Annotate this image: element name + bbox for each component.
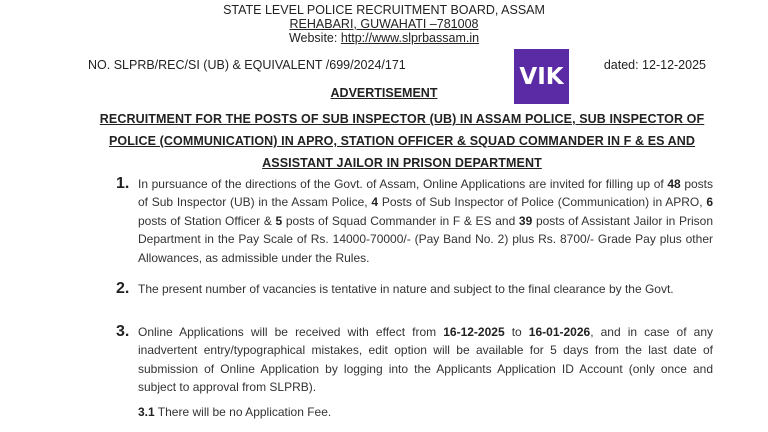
website-label: Website: — [288, 31, 341, 45]
count-squad-commander: 5 — [275, 213, 283, 228]
board-address: REHABARI, GUWAHATI –781008 — [289, 17, 479, 31]
item-number: 2. — [116, 280, 130, 297]
count-si-ub: 48 — [667, 177, 681, 191]
text: In pursuance of the directions of the Govt. of Assam, Online Applications are invited for filling up of — [138, 177, 668, 191]
sub-item-3-1 — [138, 405, 331, 419]
count-station-officer: 6 — [706, 195, 714, 210]
title-line: RECRUITMENT FOR THE POSTS OF SUB INSPECTOR (UB) IN ASSAM POLICE, SUB INSPECTOR OF — [99, 112, 705, 126]
reference-number: NO. SLPRB/REC/SI (UB) & EQUIVALENT /699/2024/171 — [88, 58, 406, 72]
board-website — [0, 31, 768, 46]
vik-logo: VIK — [514, 49, 569, 104]
title-line: POLICE (COMMUNICATION) IN APRO, STATION OFFICER & SQUAD COMMANDER IN F & ES AND — [108, 134, 696, 148]
start-date: 16-12-2025 — [443, 325, 505, 339]
text: Posts of Sub Inspector of Police (Communication) in APRO, — [378, 195, 707, 210]
recruitment-title — [96, 108, 708, 174]
website-link[interactable]: http://www.slprbassam.in — [340, 31, 480, 45]
date: dated: 12-12-2025 — [603, 58, 706, 72]
text: posts of Assistant Jailor in Prison Department in the Pay Scale of Rs. 14000-70000/- (Pay Band No. 2) plus Rs. 8700/- Grade Pay plus other Allowances, as admissible under the Rules. — [138, 213, 713, 265]
item-paragraph-2: The present number of vacancies is tentative in nature and subject to the final clearance by the Govt. — [138, 282, 674, 296]
count-asst-jailor: 39 — [518, 213, 533, 228]
item-paragraph-1 — [138, 175, 713, 267]
sub-item-number: 3.1 — [138, 405, 155, 419]
end-date: 16-01-2026 — [528, 325, 591, 339]
item-paragraph-3 — [138, 323, 713, 397]
title-line: ASSISTANT JAILOR IN PRISON DEPARTMENT — [262, 156, 542, 170]
text: Online Applications will be received with effect from — [138, 325, 444, 339]
text: posts of Squad Commander in F & ES and — [282, 213, 519, 228]
sub-item-text: There will be no Application Fee. — [154, 405, 332, 419]
count-si-comm: 4 — [371, 195, 379, 210]
board-name: STATE LEVEL POLICE RECRUITMENT BOARD, ASSAM — [223, 3, 545, 17]
item-number: 1. — [116, 175, 130, 192]
text: to — [504, 325, 529, 339]
item-number: 3. — [116, 323, 130, 340]
text: , and in case of any inadvertent entry/typographical mistakes, edit option will be available for 5 days from the last date of submission of Online Application by logging into the Applicants Application ID Account (only once and subject to approval from SLPRB). — [138, 325, 713, 395]
text: posts of Sub Inspector (UB) in the Assam Police, — [138, 177, 713, 210]
advertisement-heading: ADVERTISEMENT — [330, 86, 438, 100]
text: posts of Station Officer & — [138, 213, 276, 228]
